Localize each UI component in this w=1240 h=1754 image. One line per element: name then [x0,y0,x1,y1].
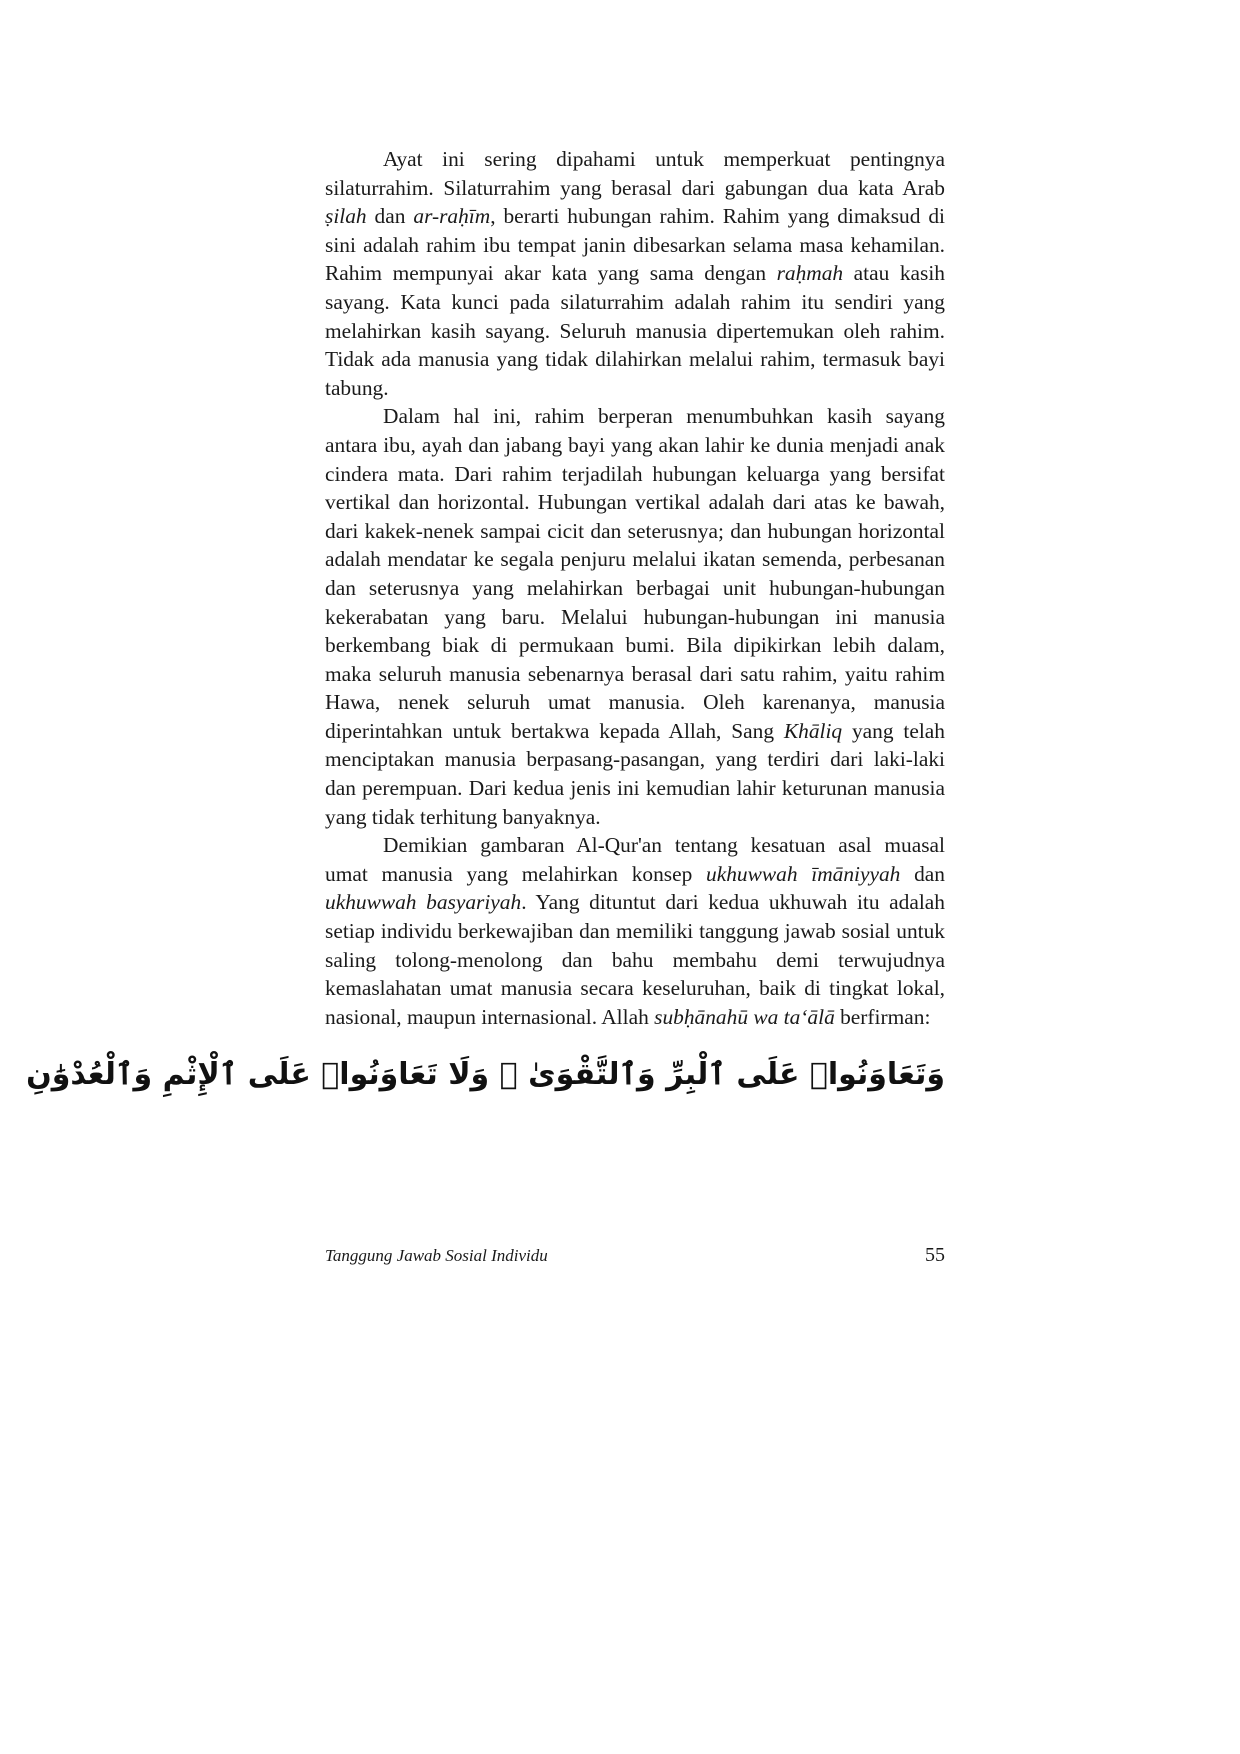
italic-term: raḥmah [776,261,844,286]
paragraph-silaturrahim: Ayat ini sering dipahami untuk memperkuat pentingnya silaturrahim. Silaturrahim yang berasal dari gabungan dua kata Arab ṣilah dan ar-raḥīm, berarti hubungan rahim. Rahim yang dimaksud di sini adalah rahim ibu tempat janin dibesarkan selama masa kehamilan. Rahim mempunyai akar kata yang sama dengan raḥmah atau kasih sayang. Kata kunci pada silaturrahim adalah rahim itu sendiri yang melahirkan kasih sayang. Seluruh manusia dipertemukan oleh rahim. Tidak ada manusia yang tidak dilahirkan melalui rahim, termasuk bayi tabung. [325,147,945,400]
quran-verse: وَتَعَاوَنُوا۟ عَلَى ٱلْبِرِّ وَٱلتَّقْوَىٰ ۖ وَلَا تَعَاوَنُوا۟ عَلَى ٱلْإِثْمِ وَٱلْعُدْوَٰنِ [26,1057,945,1093]
running-footer-title: Tanggung Jawab Sosial Individu [325,1246,548,1265]
italic-term: subḥānahū wa ta‘ālā [654,1004,835,1029]
italic-term: Khāliq [783,718,843,743]
paragraph-rahim-role: Dalam hal ini, rahim berperan menumbuhkan kasih sayang antara ibu, ayah dan jabang bayi yang akan lahir ke dunia menjadi anak cindera mata. Dari rahim terjadilah hubungan keluarga yang bersifat vertikal dan horizontal. Hubungan vertikal adalah dari atas ke bawah, dari kakek-nenek sampai cicit dan seterusnya; dan hubungan horizontal adalah mendatar ke segala penjuru melalui ikatan semenda, perbesanan dan seterusnya yang melahirkan berbagai unit hubungan-hubungan kekerabatan yang baru. Melalui hubungan-hubungan ini manusia berkembang biak di permukaan bumi. Bila dipikirkan lebih dalam, maka seluruh manusia sebenarnya berasal dari satu rahim, yaitu rahim Hawa, nenek seluruh umat manusia. Oleh karenanya, manusia diperintahkan untuk bertakwa kepada Allah, Sang Khāliq yang telah menciptakan manusia berpasang-pasangan, yang terdiri dari laki-laki dan perempuan. Dari kedua jenis ini kemudian lahir keturunan manusia yang tidak terhitung banyaknya. [325,404,945,829]
page-body [26,145,945,1103]
italic-term: ukhuwwah īmāniyyah [706,861,901,886]
italic-term: ukhuwwah basyariyah [325,890,522,915]
italic-term: ar-raḥīm [413,204,491,229]
italic-term: ṣilah [325,204,367,229]
paragraph-ukhuwwah: Demikian gambaran Al-Qur'an tentang kesatuan asal muasal umat manusia yang melahirkan konsep ukhuwwah īmāniyyah dan ukhuwwah basyariyah. Yang dituntut dari kedua ukhuwah itu adalah setiap individu berkewajiban dan memiliki tanggung jawab sosial untuk saling tolong-menolong dan bahu membahu demi terwujudnya kemaslahatan umat manusia secara keseluruhan, baik di tingkat lokal, nasional, maupun internasional. Allah subḥānahū wa ta‘ālā berfirman: [325,833,945,1029]
page-number: 55 [925,1244,945,1266]
page-footer [325,1246,945,1274]
